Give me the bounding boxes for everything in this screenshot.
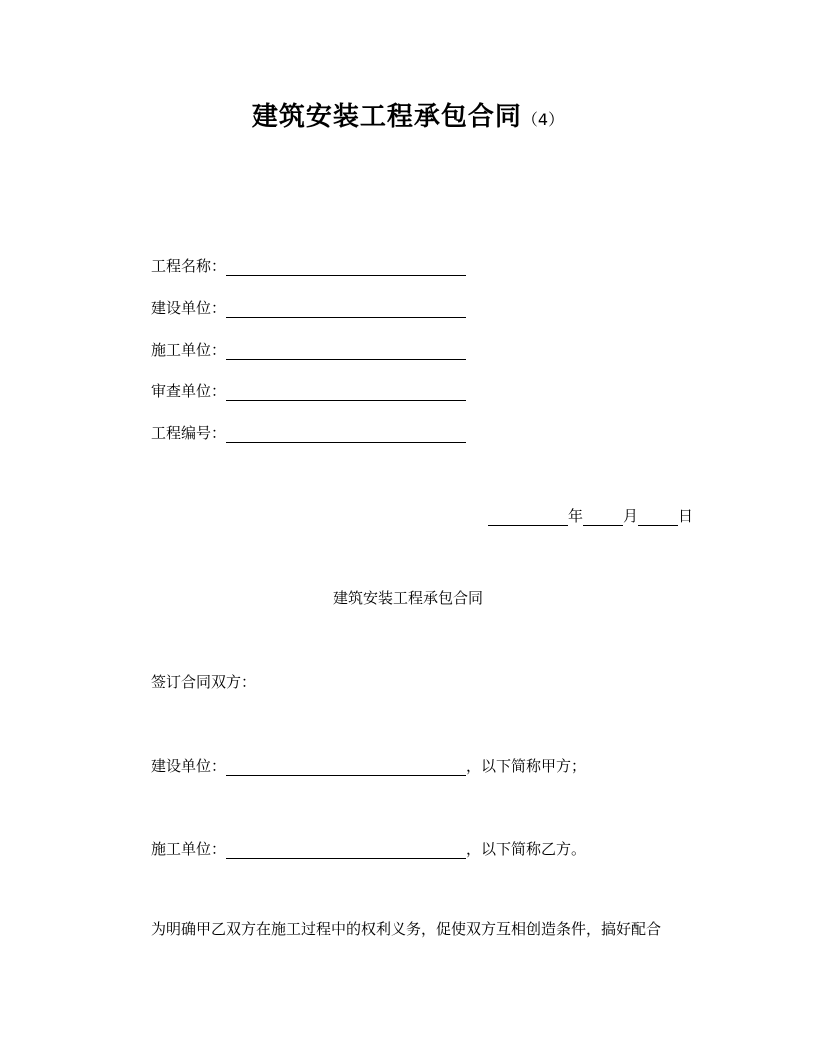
- body-paragraph: 为明确甲乙双方在施工过程中的权利义务，促使双方互相创造条件，搞好配合: [151, 920, 662, 938]
- contract-subtitle: 建筑安装工程承包合同: [332, 589, 483, 607]
- parties-intro-text: 签订合同双方：: [151, 673, 257, 691]
- page-title-suffix: （4）: [521, 110, 565, 129]
- field-review-unit: [151, 380, 466, 402]
- blank-line: [226, 380, 466, 401]
- party-b-suffix: ，以下简称乙方。: [466, 840, 587, 858]
- blank-line: [226, 422, 466, 443]
- page-title: [0, 96, 816, 133]
- field-project-name: [151, 255, 466, 277]
- party-a-label: 建设单位：: [151, 757, 227, 775]
- party-b-line: [151, 838, 586, 860]
- field-label: 工程编号：: [151, 424, 227, 442]
- field-label: 施工单位：: [151, 341, 227, 359]
- blank-line: [226, 755, 466, 776]
- field-project-number: [151, 422, 466, 444]
- blank-line: [226, 339, 466, 360]
- year-label: 年: [568, 507, 584, 525]
- blank-line: [226, 255, 466, 276]
- field-label: 工程名称：: [151, 257, 227, 275]
- field-construction-unit: [151, 297, 466, 319]
- parties-intro: [151, 671, 256, 693]
- page-title-main: 建筑安装工程承包合同: [251, 102, 522, 132]
- party-a-line: [151, 755, 586, 777]
- month-blank: [583, 505, 623, 526]
- day-label: 日: [678, 507, 694, 525]
- party-a-suffix: ，以下简称甲方；: [466, 757, 587, 775]
- field-label: 审查单位：: [151, 382, 227, 400]
- blank-line: [226, 297, 466, 318]
- date-line: [488, 505, 693, 527]
- month-label: 月: [623, 507, 639, 525]
- party-b-label: 施工单位：: [151, 840, 227, 858]
- field-label: 建设单位：: [151, 299, 227, 317]
- day-blank: [638, 505, 678, 526]
- blank-line: [226, 838, 466, 859]
- field-contractor-unit: [151, 339, 466, 361]
- year-blank: [488, 505, 568, 526]
